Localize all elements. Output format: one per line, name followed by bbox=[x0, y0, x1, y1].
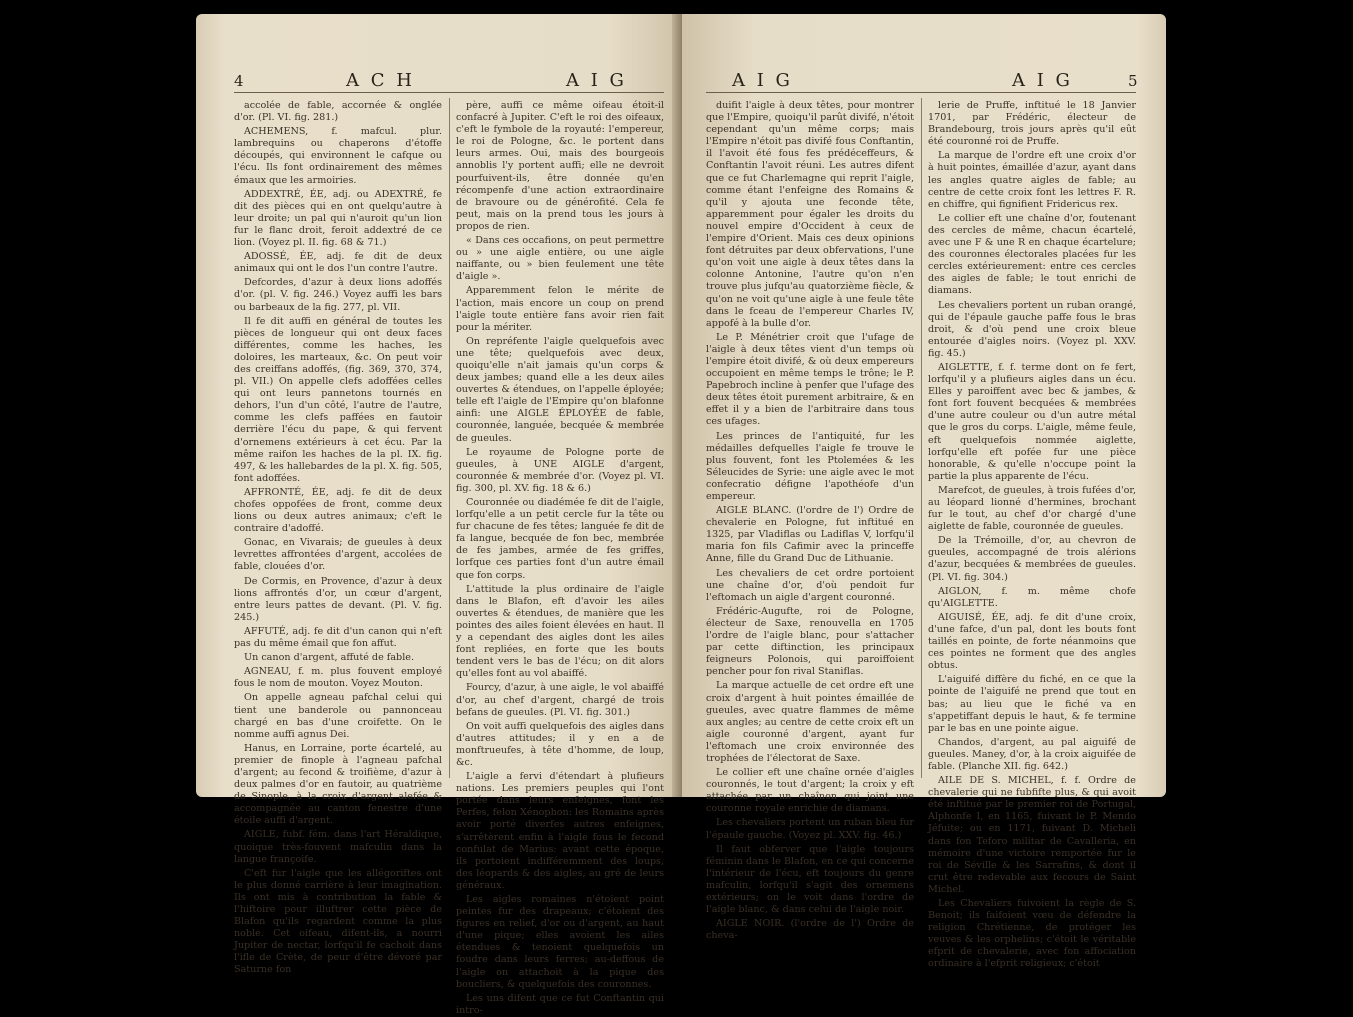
paragraph: Marefcot, de gueules, à trois fufées d'or, au léopard lionné d'hermines, brochant fur le tout, au chef d'or chargé d'une aiglette de fable, couronnée de gueules. bbox=[928, 484, 1136, 533]
paragraph: AGNEAU, f. m. plus fouvent employé fous le nom de mouton. Voyez Mouton. bbox=[234, 666, 442, 690]
paragraph: L'aiguifé diffère du fiché, en ce que la pointe de l'aiguifé ne prend que tout en bas; au lieu que le fiché va en s'appetiffant depuis le haut, & fe termine par le bas en une pointe aigue. bbox=[928, 674, 1136, 734]
paragraph: AIGLE, fubf. fém. dans l'art Héraldique, quoique très-fouvent mafculin dans la langue françoife. bbox=[234, 829, 442, 865]
paragraph: Les uns difent que ce fut Conftantin qui intro- bbox=[456, 992, 664, 1016]
column-divider bbox=[921, 98, 922, 778]
text-column-left bbox=[706, 100, 914, 942]
paragraph: La marque de l'ordre eft une croix d'or à huit pointes, émaillée d'azur, ayant dans les angles quatre aigles de fable; au centre de cette croix font les lettres F. R. en chiffre, qui fignifient Fridericus rex. bbox=[928, 150, 1136, 210]
paragraph: Le P. Ménétrier croit que l'ufage de l'aigle à deux têtes vient d'un temps où l'empire étoit divifé, & où deux empereurs occupoient en même temps le trône; le P. Papebroch incline à penfer que l'ufage des deux têtes étoit purement arbitraire, & en effet il y a bien de l'arbitraire dans tous ces ufages. bbox=[706, 331, 914, 428]
column-divider bbox=[449, 98, 450, 778]
paragraph: L'aigle a fervi d'étendart à plufieurs nations. Les premiers peuples qui l'ont portée dans leurs enfeignes, font les Perfes, felon Xénophon: les Romains après avoir porté diverfes autres enfeignes, s'arrêtèrent enfin à l'aigle fous le fecond confulat de Marius: avant cette époque, ils portoient indifféremment des loups, des léopards & des aigles, au gré de leurs généraux. bbox=[456, 771, 664, 891]
paragraph: AIGLETTE, f. f. terme dont on fe fert, lorfqu'il y a plufieurs aigles dans un écu. Elles y paroiffent avec bec & jambes, & font fort fouvent becquées & membrées d'une autre couleur ou d'un autre métal que le gros du corps. L'aigle, même feule, eft quelquefois nommée aiglette, lorfqu'elle eft pofée fur une pièce honorable, & qu'elle n'occupe point la partie la plus apparente de l'écu. bbox=[928, 361, 1136, 482]
paragraph: « Dans ces occafions, on peut permettre ou » une aigle entière, ou une aigle naiffante, ou » bien feulement une tête d'aigle ». bbox=[456, 235, 664, 283]
left-page bbox=[196, 14, 682, 1016]
paragraph: ACHEMENS, f. mafcul. plur. lambrequins ou chaperons d'étoffe découpés, qui environnent le cafque ou l'écu. Ils font ordinairement des mêmes émaux que les armoiries. bbox=[234, 126, 442, 186]
paragraph: AFFUTÉ, adj. fe dit d'un canon qui n'eft pas du même émail que fon affut. bbox=[234, 625, 442, 650]
paragraph: lerie de Pruffe, inftitué le 18 Janvier 1701, par Frédéric, électeur de Brandebourg, trois jours après qu'il eût été couronné roi de Pruffe. bbox=[928, 100, 1136, 148]
text-column-right bbox=[456, 100, 664, 1016]
paragraph: Les chevaliers portent un ruban bleu fur l'épaule gauche. (Voyez pl. XXV. fig. 46.) bbox=[706, 817, 914, 841]
paragraph: AIGLON, f. m. même chofe qu'AIGLETTE. bbox=[928, 585, 1136, 609]
paragraph: Un canon d'argent, affuté de fable. bbox=[244, 652, 414, 664]
paragraph: Les chevaliers de cet ordre portoient une chaîne d'or, d'où pendoit fur l'eftomach un aigle d'argent couronné. bbox=[706, 567, 914, 603]
text-column-left bbox=[234, 100, 442, 976]
paragraph: accolée de fable, accornée & onglée d'or. (Pl. VI. fig. 281.) bbox=[234, 100, 442, 124]
paragraph: De Cormis, en Provence, d'azur à deux lions affrontés d'or, un cœur d'argent, entre leurs pattes de devant. (Pl. V. fig. 245.) bbox=[234, 575, 442, 623]
paragraph: Les princes de l'antiquité, fur les médailles defquelles l'aigle fe trouve le plus fouvent, font les Ptolemées & les Séleucides de Syrie: une aigle avec le mot confecratio défigne l'apothéofe d'un empereur. bbox=[706, 430, 914, 502]
paragraph: Les aigles romaines n'étoient point peintes fur des drapeaux; c'étoient des figures en relief, d'or ou d'argent, au haut d'une pique; elles avoient les ailes étendues & tenoient quelquefois un foudre dans leurs ferres; au-deffous de l'aigle on attachoit à la pique des boucliers, & quelquefois des couronnes. bbox=[456, 894, 664, 990]
paragraph: Le collier eft une chaîne d'or, foutenant des cercles de même, chacun écartelé, avec une F & une R en chaque écartelure; des couronnes électorales placées fur les cercles extérieurement: entre ces cercles des aigles de fable; le tout enrichi de diamans. bbox=[928, 212, 1136, 297]
paragraph: Hanus, en Lorraine, porte écartelé, au premier de finople à l'agneau pafchal d'argent; au fecond & troifième, d'azur à deux palmes d'or en fautoir, au quatrième de Sinople, à la croix d'argent alefée & accompagnée au canton fenestre d'une étoile auffi d'argent. bbox=[234, 742, 442, 827]
running-head-center: A I G bbox=[1012, 70, 1073, 91]
header-rule bbox=[234, 92, 664, 93]
paragraph: AIGLE BLANC. (l'ordre de l') Ordre de chevalerie en Pologne, fut inftitué en 1325, par Vladiflas ou Ladiflas V, lorfqu'il maria fon fils Cafimir avec la princeffe Anne, fille du Grand Duc de Lithuanie. bbox=[706, 505, 914, 565]
paragraph: père, auffi ce même oifeau étoit-il confacré à Jupiter. C'eft le roi des oifeaux, c'eft le fymbole de la royauté: l'empereur, le roi de Pologne, &c. le portent dans leurs armes. Oui, mais des bourgeois annoblis l'y portent auffi; elle ne devroit pourfuivent-ils, être donnée qu'en récompenfe d'une action extraordinaire de bravoure ou de générofité. Cela fe peut, mais on la prend tous les jours à propos de rien. bbox=[456, 100, 664, 232]
paragraph: Les Chevaliers fuivoient la règle de S. Benoit; ils faifoient vœu de défendre la religion Chrétienne, de protéger les veuves & les orphelins; c'étoit le véritable efprit de chevalerie, avec fon affociation ordinaire à l'efprit religieux; c'étoit bbox=[928, 898, 1136, 970]
text-column-right bbox=[928, 100, 1136, 970]
header-rule bbox=[706, 92, 1136, 93]
paragraph: Le royaume de Pologne porte de gueules, à UNE AIGLE d'argent, couronnée & membrée d'or. (Voyez pl. VI. fig. 300, pl. XV. fig. 18 & 6.) bbox=[456, 446, 664, 494]
paragraph: Gonac, en Vivarais; de gueules à deux levrettes affrontées d'argent, accolées de fable, clouées d'or. bbox=[234, 537, 442, 573]
paragraph: Frédéric-Augufte, roi de Pologne, électeur de Saxe, renouvella en 1705 l'ordre de l'aigle blanc, pour s'attacher par cette diftinction, les principaux feigneurs Polonois, qui paroiffoient pencher pour fon rival Staniflas. bbox=[706, 605, 914, 678]
paragraph: Apparemment felon le mérite de l'action, mais encore un coup on prend l'aigle toute entière fans avoir rien fait pour la mériter. bbox=[456, 285, 664, 333]
paragraph: C'eft fur l'aigle que les allégoriftes ont le plus donné carrière à leur imagination. Ils ont mis à contribution la fable & l'hiftoire pour illuftrer cette pièce de Blafon qu'ils regardent comme la plus noble. Cet oifeau, difent-ils, a nourri Jupiter de nectar, lorfqu'il fe cachoit dans l'ifle de Crète, de peur d'être dévoré par Saturne fon bbox=[234, 867, 442, 976]
paragraph: Couronnée ou diadémée fe dit de l'aigle, lorfqu'elle a un petit cercle fur la tête ou fur chacune de fes têtes; languée fe dit de fa langue, becquée de fon bec, membrée de fes jambes, armée de fes griffes, lorfque ces parties font d'un autre émail que fon corps. bbox=[456, 497, 664, 581]
running-head-center: A I G bbox=[566, 70, 627, 91]
paragraph: Il faut obferver que l'aigle toujours féminin dans le Blafon, en ce qui concerne l'intérieur de l'écu, eft toujours du genre mafculin, lorfqu'il s'agit des ornemens extérieurs; on le voit dans l'ordre de l'aigle blanc, & dans celui de l'aigle noir. bbox=[706, 843, 914, 916]
paragraph: ADDEXTRÉ, ÉE, adj. ou ADEXTRÉ, fe dit des pièces qui en ont quelqu'autre à leur droite; un pal qui n'auroit qu'un lion fur le flanc droit, feroit addextré de ce lion. (Voyez pl. II. fig. 68 & 71.) bbox=[234, 188, 442, 249]
paragraph: Chandos, d'argent, au pal aiguifé de gueules. Maney, d'or, à la croix aiguifée de fable. (Planche XII. fig. 642.) bbox=[928, 736, 1136, 772]
running-head-left: A C H bbox=[346, 70, 415, 91]
paragraph: AIGLE NOIR. (l'ordre de l') Ordre de cheva- bbox=[706, 918, 914, 942]
paragraph: Le collier eft une chaîne ornée d'aigles couronnés, le tout d'argent; la croix y eft attachée par un chaînon qui joint une couronne royale enrichie de diamans. bbox=[706, 767, 914, 815]
paragraph: AIGUISÉ, ÉE, adj. fe dit d'une croix, d'une fafce, d'un pal, dont les bouts font taillés en pointe, de forte néanmoins que ces pointes ne forment que des angles obtus. bbox=[928, 611, 1136, 672]
running-head-left: A I G bbox=[732, 70, 793, 91]
paragraph: De la Trémoille, d'or, au chevron de gueules, accompagné de trois alérions d'azur, becquées & membrées de gueules. (Pl. VI. fig. 304.) bbox=[928, 535, 1136, 583]
right-page bbox=[682, 14, 1166, 970]
paragraph: duifit l'aigle à deux têtes, pour montrer que l'Empire, quoiqu'il parût divifé, n'étoit cependant qu'un même corps; mais l'Empire n'étoit pas divifé fous Conftantin, il l'avoit été fous fes prédéceffeurs, & Conftantin l'avoit réuni. Les autres difent que ce fut Charlemagne qui reprit l'aigle, comme étant l'enfeigne des Romains & qu'il y ajouta une feconde tête, apparemment pour égaler les droits du nouvel empire d'Occident à ceux de l'empire d'Orient. Mais ces deux opinions font détruites par deux obfervations, l'une qu'on voit une aigle à deux têtes dans la colonne Antonine, l'autre qu'on n'en trouve plus jufqu'au quatorzième fiècle, & qu'on ne voit qu'une aigle à une feule tête dans le fceau de l'empereur Charles IV, appofé à la bulle d'or. bbox=[706, 100, 914, 329]
paragraph: Defcordes, d'azur à deux lions adoffés d'or. (pl. V. fig. 246.) Voyez auffi les bars ou barbeaux de la fig. 277, pl. VII. bbox=[234, 277, 442, 313]
paragraph: Il fe dit auffi en général de toutes les pièces de longueur qui ont deux faces différentes, comme les haches, les doloires, les marteaux, &c. On peut voir des creiffans adoffés, (fig. 369, 370, 374, pl. VII.) On appelle clefs adoffées celles qui ont leurs pannetons tournés en dehors, l'un d'un côté, l'autre de l'autre, comme les clefs paffées en fautoir derrière l'écu du pape, & qui fervent d'ornemens extérieurs à cet écu. Par la même raifon les haches de la pl. IX. fig. 497, & les hallebardes de la pl. X. fig. 505, font adoffées. bbox=[234, 315, 442, 484]
paragraph: Fourcy, d'azur, à une aigle, le vol abaiffé d'or, au chef d'argent, chargé de trois befans de gueules. (Pl. VI. fig. 301.) bbox=[456, 682, 664, 718]
paragraph: On appelle agneau pafchal celui qui tient une banderole ou pannonceau chargé en bas d'une croifette. On le nomme auffi agnus Dei. bbox=[234, 692, 442, 740]
paragraph: La marque actuelle de cet ordre eft une croix d'argent à huit pointes émaillée de gueules, avec quatre flammes de même aux angles; au centre de cette croix eft un aigle couronné d'argent, ayant fur l'eftomach une croix environnée des trophées de l'électorat de Saxe. bbox=[706, 680, 914, 764]
open-book bbox=[196, 14, 1166, 1016]
paragraph: On repréfente l'aigle quelquefois avec une tête; quelquefois avec deux, quoiqu'elle n'ait jamais qu'un corps & deux jambes; quand elle a les deux ailes ouvertes & étendues, on l'appelle éployée; telle eft l'aigle de l'Empire qu'on blafonne ainfi: une AIGLE ÉPLOYÉE de fable, couronnée, languée, becquée & membrée de gueules. bbox=[456, 335, 664, 444]
paragraph: AFFRONTÉ, ÉE, adj. fe dit de deux chofes oppofées de front, comme deux lions ou deux autres animaux; c'eft le contraire d'adoffé. bbox=[234, 486, 442, 535]
paragraph: AILE DE S. MICHEL, f. f. Ordre de chevalerie qui ne fubfifte plus, & qui avoit été inftitué par le premier roi de Portugal, Alphonfe I, en 1165, fuivant le P. Mendo Jéfuite; ou en 1171, fuivant D. Micheli dans fon Teforo militar de Cavalleria, en mémoire d'une victoire remportée fur le roi de Séville & les Sarrafins, & dont il crut être redevable aux fecours de Saint Michel. bbox=[928, 775, 1136, 895]
paragraph: Les chevaliers portent un ruban orangé, qui de l'épaule gauche paffe fous le bras droit, & d'où pend une croix bleue entourée d'aigles noirs. (Voyez pl. XXV. fig. 45.) bbox=[928, 299, 1136, 359]
paragraph: L'attitude la plus ordinaire de l'aigle dans le Blafon, eft d'avoir les ailes ouvertes & étendues, de manière que les pointes des ailes foient élevées en haut. Il y a cependant des aigles dont les ailes font repliées, en forte que les bouts tendent vers le bas de l'écu; on dit alors qu'elles font au vol abaiffé. bbox=[456, 583, 664, 680]
page-number: 4 bbox=[234, 72, 244, 90]
page-number: 5 bbox=[1128, 72, 1138, 90]
paragraph: ADOSSÉ, ÉE, adj. fe dit de deux animaux qui ont le dos l'un contre l'autre. bbox=[234, 251, 442, 275]
paragraph: On voit auffi quelquefois des aigles dans d'autres attitudes; il y en a de monftrueufes, à tête d'homme, de loup, &c. bbox=[456, 720, 664, 768]
